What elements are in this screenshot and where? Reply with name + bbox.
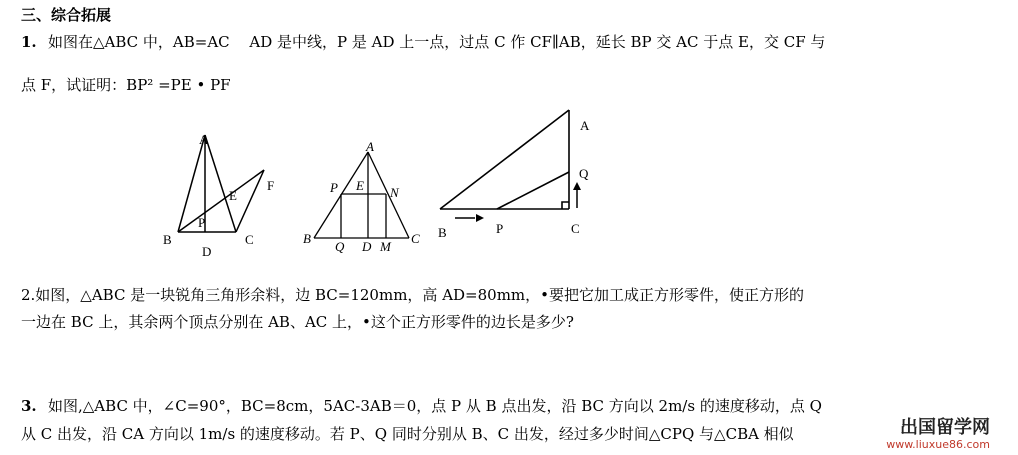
problem1-line2: 点 F，试证明：BP² =PE • PF bbox=[21, 76, 231, 94]
figure3-diagram bbox=[440, 110, 569, 209]
figure3-label-a: A bbox=[580, 118, 590, 133]
watermark-url: www.liuxue86.com bbox=[886, 438, 990, 451]
figure2-label-c: C bbox=[411, 231, 420, 246]
figure2-label-d: D bbox=[362, 239, 372, 254]
figure2-label-a: A bbox=[366, 139, 374, 154]
figure3-arrow-right bbox=[455, 214, 484, 222]
figure1-label-p: P bbox=[198, 215, 206, 230]
problem1-line1: 如图在△ABC 中，AB=AC AD 是中线，P 是 AD 上一点，过点 C 作 CF∥AB，延长 BP 交 AC 于点 E，交 CF 与 bbox=[48, 33, 826, 51]
figure1-label-b: B bbox=[163, 232, 172, 247]
figure2-label-e: E bbox=[356, 178, 364, 193]
figure2-label-n: N bbox=[390, 185, 399, 200]
figure3-label-b: B bbox=[438, 225, 447, 240]
problem3-line2: 从 C 出发，沿 CA 方向以 1m/s 的速度移动。若 P、Q 同时分别从 B、C 出发，经过多少时间△CPQ 与△CBA 相似 bbox=[21, 425, 794, 443]
figure2-label-p: P bbox=[330, 180, 338, 195]
figure1-diagram bbox=[178, 135, 264, 232]
figure2-label-q: Q bbox=[335, 239, 345, 254]
problem2-line1: 2.如图，△ABC 是一块锐角三角形余料，边 BC=120mm，高 AD=80mm，•要把它加工成正方形零件，使正方形的 bbox=[21, 286, 804, 304]
figure1-label-e: E bbox=[229, 188, 237, 203]
problem1-number: 1. bbox=[21, 33, 37, 51]
figure1-label-f: F bbox=[267, 178, 275, 193]
figure3-label-q: Q bbox=[579, 166, 589, 181]
section-heading: 三、综合拓展 bbox=[21, 6, 112, 24]
problem3-line1: 如图,△ABC 中，∠C=90°，BC=8cm，5AC-3AB＝0，点 P 从 B 点出发，沿 BC 方向以 2m/s 的速度移动，点 Q bbox=[48, 397, 822, 415]
figure3-label-p: P bbox=[496, 221, 504, 236]
figure1-label-c: C bbox=[245, 232, 254, 247]
watermark-logo: 出国留学网 bbox=[900, 417, 990, 438]
figure3-label-c: C bbox=[571, 221, 580, 236]
figure1-label-a: A bbox=[199, 132, 209, 147]
problem2-line2: 一边在 BC 上，其余两个顶点分别在 AB、AC 上，•这个正方形零件的边长是多少? bbox=[21, 313, 574, 331]
figure1-label-d: D bbox=[202, 244, 212, 259]
figure2-label-b: B bbox=[303, 231, 311, 246]
figure3-arrow-up bbox=[573, 182, 581, 208]
problem3-number: 3. bbox=[21, 397, 37, 415]
figure2-label-m: M bbox=[380, 239, 391, 254]
